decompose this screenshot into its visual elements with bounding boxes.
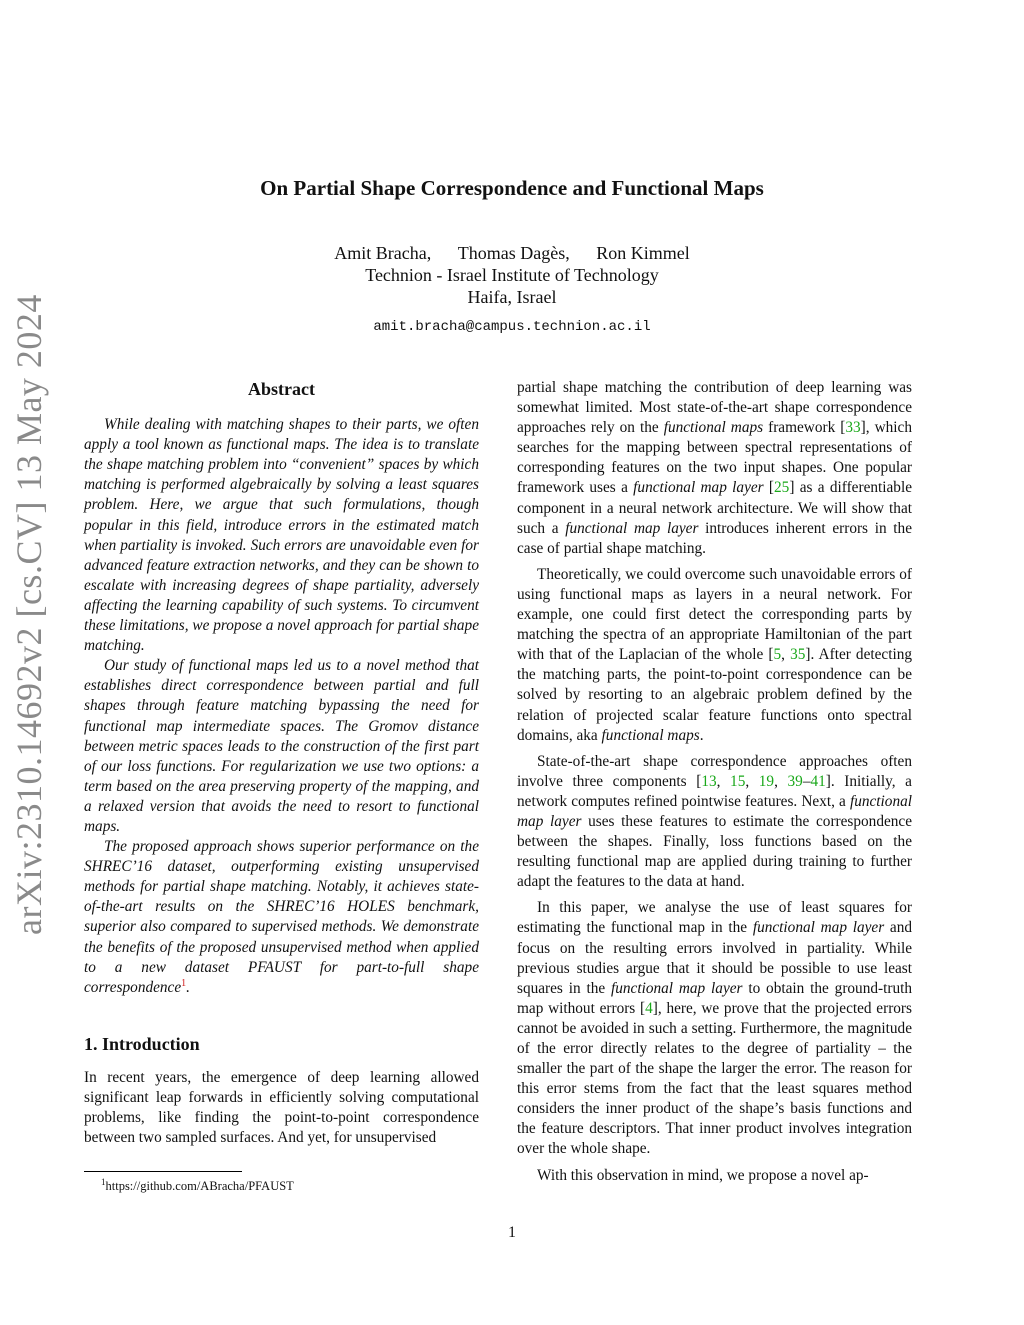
text-run: ]. After detecting the matching parts, the point-to-point correspondence can be solved by resorting to an algebraic problem defined by the relation of projected scalar feature functions onto spectral domains, aka xyxy=(517,646,912,744)
page-number: 1 xyxy=(508,1224,516,1241)
footnote-divider xyxy=(84,1171,242,1172)
author-name: Ron Kimmel xyxy=(596,243,690,263)
text-run: , xyxy=(774,772,788,790)
abstract-paragraph: Our study of functional maps led us to a novel method that establishes direct correspondence between partial and full shapes through feature matching bypassing the need for functional map intermediate spaces. The Gromov distance between metric spaces leads to the construction of the first part of our loss functions. For regularization we use two options: a term based on the area preserving property of the mapping, and a relaxed version that avoids the need to resort to functional maps. xyxy=(84,657,479,835)
text-run: Theoretically, we could overcome such unavoidable errors of using functional maps as layers in a neural network. For example, one could first detect the corresponding parts by matching the spectra of an appropriate Hamiltonian of the part with that of the Laplacian of the whole [ xyxy=(517,565,912,664)
text-run: ]. Initially, a network computes refined pointwise features. Next, a xyxy=(517,772,912,810)
text-run: framework [ xyxy=(763,419,846,437)
text-run: introduces inherent errors in the case of partial shape matching. xyxy=(517,519,912,557)
abstract-text: . xyxy=(186,978,190,996)
citation-link[interactable]: 33 xyxy=(845,419,861,437)
abstract-paragraph: While dealing with matching shapes to their parts, we often apply a tool known as functional maps. The idea is to translate the shape matching problem into “convenient” spaces by which matching is performed algebraically by solving a least squares problem. Here, we argue that such formulations, though popular in this field, introduce errors in the estimated match when partiality is invoked. Such errors are unavoidable even for advanced feature extraction networks, and they can be shown to escalate with increasing degrees of shape partiality, adversely affecting the learning capability of such systems. To circumvent these limitations, we propose a novel approach for partial shape matching. xyxy=(84,416,479,655)
text-run: , xyxy=(745,772,759,790)
text-run: uses these features to estimate the correspondence between the shapes. Finally, loss functions based on the resulting functional map are applied during training to further adapt the features to the data at hand. xyxy=(517,812,912,891)
citation-link[interactable]: 39 xyxy=(787,772,803,790)
text-run: [ xyxy=(763,479,775,497)
abstract-text: The proposed approach shows superior performance on the SHREC’16 dataset, outperforming existing unsupervised methods for partial shape matching. Notably, it achieves state-of-the-art results on the SHREC’16 HOLES benchmark, superior also compared to supervised methods. We demonstrate the benefits of the proposed unsupervised method when applied to a new dataset PFAUST for part-to-full shape correspondence xyxy=(84,838,479,996)
text-run: and focus on the resulting errors involved in partiality. While previous studies argue that it should be possible to use least squares in the xyxy=(517,919,912,997)
author-names xyxy=(0,242,1024,264)
author-name: Thomas Dagès, xyxy=(457,243,570,263)
text-run: to obtain the ground-truth map without errors [ xyxy=(517,979,912,1017)
left-column xyxy=(84,378,479,1148)
emph-term: functional map layer xyxy=(633,479,764,497)
emph-term: functional map layer xyxy=(517,792,912,830)
emph-term: functional map layer xyxy=(610,979,743,997)
body-paragraph: In recent years, the emergence of deep learning allowed significant leap forwards in efficiently solving computational problems, like finding the point-to-point correspondence between two sampled surfaces. And yet, for unsupervised xyxy=(84,1068,479,1147)
emph-term: functional map layer xyxy=(565,519,699,537)
paper-title: On Partial Shape Correspondence and Functional Maps xyxy=(260,176,764,200)
body-paragraph xyxy=(517,752,912,893)
footnote-url-link[interactable]: https://github.com/ABracha/PFAUST xyxy=(105,1179,294,1194)
body-paragraph: With this observation in mind, we propose a novel ap- xyxy=(537,1166,869,1184)
citation-link[interactable]: 4 xyxy=(645,999,653,1017)
text-run: ], which searches for the mapping between spectral representations of corresponding features on the two input shapes. One popular framework uses a xyxy=(517,419,912,497)
citation-link[interactable]: 5 xyxy=(773,646,782,664)
body-paragraph xyxy=(517,565,912,746)
author-name: Amit Bracha, xyxy=(334,243,432,263)
citation-link[interactable]: 13 xyxy=(701,772,717,790)
abstract-section xyxy=(84,379,479,998)
body-paragraph xyxy=(517,378,912,559)
text-run: ], here, we prove that the projected errors cannot be avoided in such a setting. Furthermore, the magnitude of the error directly relates to the degree of partiality – the smaller the part of the shape the larger the error. The reason for this error stems from the fact that the least squares method considers the inner product of the shape’s basis functions and the feature descriptors. That inner product involves integration over the whole shape. xyxy=(517,999,912,1158)
author-block xyxy=(0,242,1024,338)
citation-link[interactable]: 41 xyxy=(810,772,826,790)
abstract-paragraph xyxy=(84,837,479,998)
text-run: , xyxy=(716,772,731,790)
citation-link[interactable]: 35 xyxy=(790,646,806,664)
emph-term: functional map layer xyxy=(752,919,885,937)
citation-link[interactable]: 25 xyxy=(774,479,790,497)
footnote-mark: 1 xyxy=(101,1177,106,1187)
footnote xyxy=(101,1177,294,1194)
body-paragraph xyxy=(517,898,912,1159)
text-run: – xyxy=(802,772,811,790)
text-run: partial shape matching the contribution of deep learning was somewhat limited. Most state-of-the-art shape correspondence approaches rely on the xyxy=(517,379,912,437)
text-run: ] as a differentiable component in a neural network architecture. We will show that such a xyxy=(517,479,912,537)
section-heading: 1. Introduction xyxy=(84,1033,200,1054)
text-run: , xyxy=(781,646,791,664)
emph-term: functional maps xyxy=(663,419,764,437)
location: Haifa, Israel xyxy=(467,287,557,307)
citation-link[interactable]: 19 xyxy=(758,772,775,790)
text-run: State-of-the-art shape correspondence approaches often involve three components [ xyxy=(517,752,912,790)
emph-term: functional maps xyxy=(601,726,700,744)
abstract-heading: Abstract xyxy=(248,379,315,399)
citation-link[interactable]: 15 xyxy=(730,772,746,790)
affiliation: Technion - Israel Institute of Technology xyxy=(365,265,659,285)
footnote-ref-link[interactable]: 1 xyxy=(181,977,187,989)
arxiv-identifier: arXiv:2310.14692v2 [cs.CV] 13 May 2024 xyxy=(9,294,49,935)
right-column xyxy=(517,378,912,1186)
text-run: . xyxy=(699,726,704,744)
text-run: In this paper, we analyse the use of least squares for estimating the functional map in the xyxy=(517,899,912,937)
author-email[interactable]: amit.bracha@campus.technion.ac.il xyxy=(373,319,651,335)
